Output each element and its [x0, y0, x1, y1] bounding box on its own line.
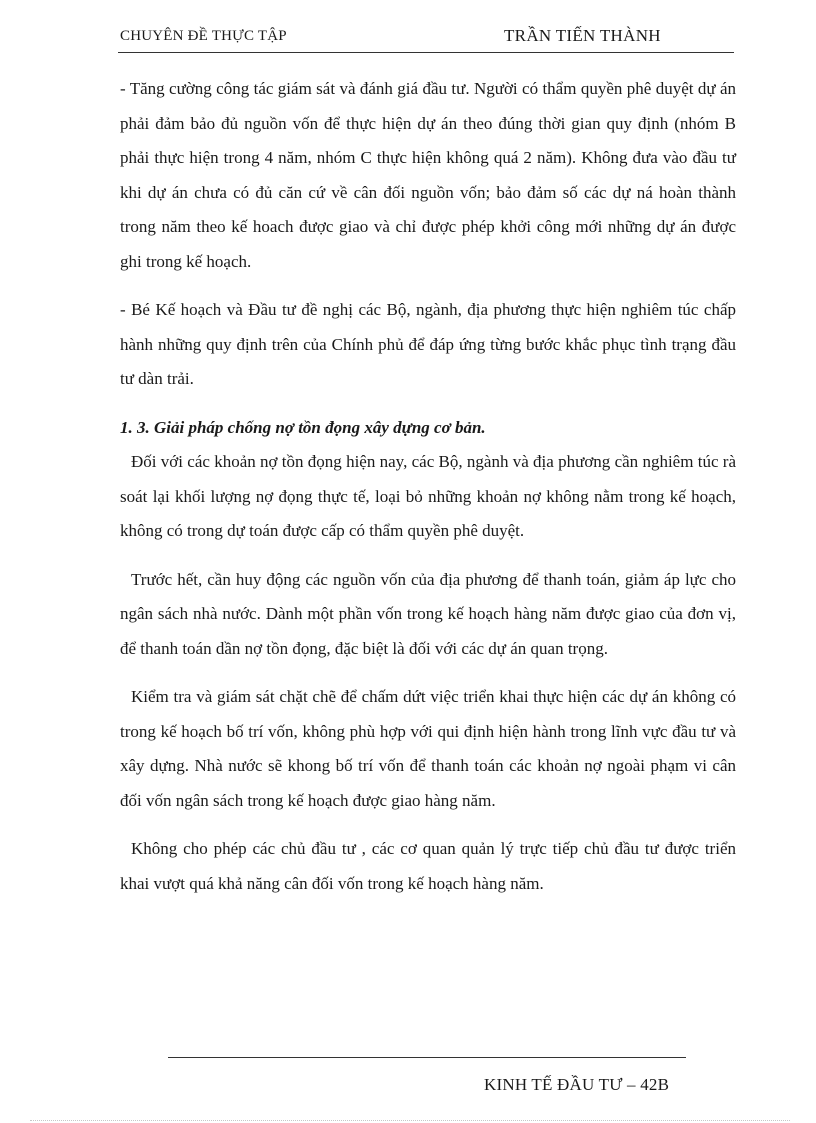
paragraph-outstanding-debts: Đối với các khoản nợ tồn đọng hiện nay, các Bộ, ngành và địa phương cần nghiêm túc rà soát lại khối lượng nợ đọng thực tế, loại bỏ những khoản nợ không nằm trong kế hoạch, không có trong dự toán được cấp có thẩm quyền phê duyệt. [120, 452, 736, 540]
header-document-type: CHUYÊN ĐỀ THỰC TẬP [120, 28, 287, 44]
footer-label: KINH TẾ ĐẦU TƯ – 42B [484, 1075, 670, 1094]
paragraph-investor-limits: Không cho phép các chủ đầu tư , các cơ quan quản lý trực tiếp chủ đầu tư được triển khai vượt quá khả năng cân đối vốn trong kế hoạch hàng năm. [120, 839, 736, 893]
footer-divider [168, 1057, 686, 1058]
header-author-name: TRẦN TIẾN THÀNH [504, 26, 661, 45]
paragraph-ministry-proposal: - Bé Kế hoạch và Đầu tư đề nghị các Bộ, ngành, địa phương thực hiện nghiêm túc chấp hành những quy định trên của Chính phủ để đáp ứng từng bước khắc phục tình trạng đầu tư dàn trải. [120, 300, 736, 388]
page-bottom-edge [30, 1120, 790, 1121]
document-body [120, 72, 736, 901]
paragraph-monitoring: - Tăng cường công tác giám sát và đánh giá đầu tư. Người có thẩm quyền phê duyệt dự án phải đảm bảo đủ nguồn vốn để thực hiện dự án theo đúng thời gian quy định (nhóm B phải thực hiện trong 4 năm, nhóm C thực hiện không quá 2 năm). Không đưa vào đầu tư khi dự án chưa có đủ căn cứ về cân đối nguồn vốn; bảo đảm số các dự ná hoàn thành trong năm theo kế hoach được giao và chỉ được phép khởi công mới những dự án được ghi trong kế hoạch. [120, 79, 736, 271]
paragraph-mobilize-funds: Trước hết, cần huy động các nguồn vốn của địa phương để thanh toán, giảm áp lực cho ngân sách nhà nước. Dành một phần vốn trong kế hoạch hàng năm được giao của đơn vị, để thanh toán dần nợ tồn đọng, đặc biệt là đối với các dự án quan trọng. [120, 569, 736, 658]
paragraph-inspection: Kiểm tra và giám sát chặt chẽ để chấm dứt việc triển khai thực hiện các dự án không có trong kế hoạch bố trí vốn, không phù hợp với qui định hiện hành trong lĩnh vực đầu tư và xây dựng. Nhà nước sẽ khong bố trí vốn để thanh toán các khoản nợ ngoài phạm vi cân đối vốn ngân sách trong kế hoạch được giao hàng năm. [120, 687, 736, 810]
section-heading: 1. 3. Giải pháp chống nợ tồn đọng xây dựng cơ bản. [120, 417, 486, 437]
page-header [118, 26, 734, 53]
